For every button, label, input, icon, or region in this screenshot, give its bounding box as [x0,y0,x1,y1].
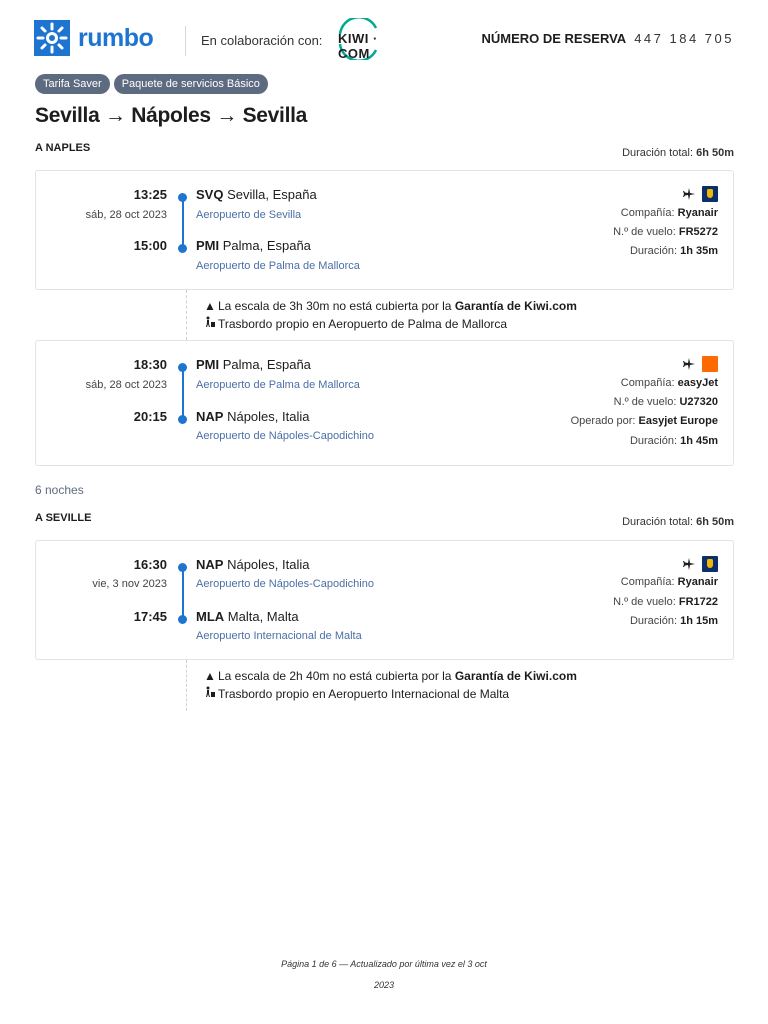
company-value: Ryanair [677,207,718,219]
segment-duration-label: Duración: [629,245,678,257]
departure-time: 13:25 [133,187,167,202]
departure-place [196,357,311,372]
departure-code: NAP [196,557,224,572]
flight-number-value: FR5272 [678,226,718,238]
booking-number: 447 184 705 [634,31,734,46]
arrival-place [196,238,311,253]
arrival-city: Palma, España [222,238,311,253]
easyjet-logo-icon [702,356,718,372]
ryanair-logo-icon [702,186,718,202]
inbound-label: A SEVILLE [35,512,92,524]
flight-segment-card [35,340,734,466]
company-detail [621,377,718,389]
departure-airport: Aeropuerto de Nápoles-Capodichino [196,578,374,590]
operated-by-value: Easyjet Europe [638,415,718,427]
plane-icon [682,187,696,201]
company-value: Ryanair [677,576,718,588]
arrival-dot [178,244,187,253]
segment-duration-label: Duración: [629,435,678,447]
plane-icon [682,357,696,371]
warning-icon: ▲ [204,299,216,313]
layover-guarantee: Garantía de Kiwi.com [454,669,577,683]
transfer-icon [204,315,218,333]
kiwi-logo [332,18,412,60]
flight-number-value: FR1722 [678,596,718,608]
flight-segment-card [35,540,734,660]
flight-segment-card [35,170,734,290]
departure-city: Nápoles, Italia [227,557,310,572]
ryanair-logo-icon [702,556,718,572]
departure-date: sáb, 28 oct 2023 [85,209,167,221]
arrival-code: PMI [196,238,220,253]
departure-place [196,557,309,572]
timeline-line [182,201,184,246]
duration-total-value: 6h 50m [696,147,734,159]
footer-line-2: 2023 [373,980,395,990]
arrival-code: MLA [196,609,225,624]
arrival-airport: Aeropuerto de Palma de Mallorca [196,260,360,272]
departure-city: Sevilla, España [227,187,317,202]
arrival-city: Nápoles, Italia [227,409,310,424]
layover-guarantee: Garantía de Kiwi.com [454,299,577,313]
flight-number-detail [614,396,718,408]
departure-place [196,187,317,202]
departure-date: vie, 3 nov 2023 [92,578,167,590]
inbound-total-duration [622,516,734,528]
booking-label: NÚMERO DE RESERVA [481,31,627,46]
arrival-code: NAP [196,409,224,424]
departure-code: PMI [196,357,220,372]
operated-by-detail [571,415,718,427]
layover-transfer-text: Trasbordo propio en Aeropuerto de Palma de Mallorca [218,317,508,331]
arrival-dot [178,415,187,424]
fare-tags [35,74,272,96]
company-value: easyJet [677,377,718,389]
tag-services: Paquete de servicios Básico [114,74,268,94]
segment-duration-value: 1h 15m [680,615,718,627]
duration-total-value: 6h 50m [696,516,734,528]
layover-warning-text: La escala de 2h 40m no está cubierta por la [218,669,452,683]
flight-number-value: U27320 [679,396,718,408]
departure-airport: Aeropuerto de Palma de Mallorca [196,379,360,391]
page-title: Sevilla → Nápoles → Sevilla [35,104,308,127]
airline-icons [682,355,718,371]
duration-total-label: Duración total: [622,516,694,528]
transfer-icon [204,685,218,703]
company-label: Compañía: [620,377,675,389]
arrival-airport: Aeropuerto Internacional de Malta [196,630,362,642]
segment-duration-value: 1h 45m [680,435,718,447]
arrival-city: Malta, Malta [227,609,299,624]
flight-number-label: N.º de vuelo: [613,226,676,238]
company-label: Compañía: [620,576,675,588]
company-label: Compañía: [620,207,675,219]
flight-number-detail [613,596,718,608]
departure-time: 16:30 [133,557,167,572]
timeline-line [182,571,184,617]
layover-info [186,290,746,340]
plane-icon [682,557,696,571]
segment-duration-detail [630,245,718,257]
company-detail [621,576,718,588]
departure-city: Palma, España [222,357,311,372]
arrival-dot [178,615,187,624]
rumbo-logo-text: rumbo [78,24,154,52]
header [34,18,734,62]
segment-duration-detail [630,435,718,447]
airline-icons [682,185,718,201]
flight-number-detail [613,226,718,238]
arrival-place [196,609,299,624]
warning-icon: ▲ [204,669,216,683]
arrival-time: 17:45 [133,609,167,624]
layover-info [186,660,746,711]
flight-number-label: N.º de vuelo: [613,596,676,608]
duration-total-label: Duración total: [622,147,694,159]
layover-warning [187,297,746,315]
booking-number-block [481,31,734,46]
arrival-place [196,409,309,424]
footer-line-1: Página 1 de 6 — Actualizado por última vez el 3 oct [281,959,487,969]
segment-duration-value: 1h 35m [680,245,718,257]
page-footer [0,954,768,996]
layover-transfer [187,685,746,703]
outbound-total-duration [622,147,734,159]
arrival-time: 15:00 [133,238,167,253]
rumbo-logo-icon [34,20,70,56]
departure-time: 18:30 [133,357,167,372]
departure-date: sáb, 28 oct 2023 [85,379,167,391]
stay-nights: 6 noches [35,483,84,497]
operated-by-label: Operado por: [570,415,636,427]
tag-fare: Tarifa Saver [35,74,110,94]
timeline-line [182,371,184,417]
departure-code: SVQ [196,187,224,202]
company-detail [621,207,718,219]
collab-label: En colaboración con: [201,33,323,48]
layover-warning-text: La escala de 3h 30m no está cubierta por la [218,299,452,313]
header-divider [185,26,186,56]
layover-transfer-text: Trasbordo propio en Aeropuerto Internacional de Malta [218,687,510,701]
layover-transfer [187,315,746,333]
arrival-time: 20:15 [133,409,167,424]
layover-warning [187,667,746,685]
kiwi-logo-text: KIWI · COM [338,31,378,61]
arrival-airport: Aeropuerto de Nápoles-Capodichino [196,430,374,442]
flight-number-label: N.º de vuelo: [613,396,677,408]
departure-airport: Aeropuerto de Sevilla [196,209,302,221]
segment-duration-detail [630,615,718,627]
airline-icons [682,555,718,571]
outbound-label: A NAPLES [35,142,91,154]
segment-duration-label: Duración: [629,615,678,627]
